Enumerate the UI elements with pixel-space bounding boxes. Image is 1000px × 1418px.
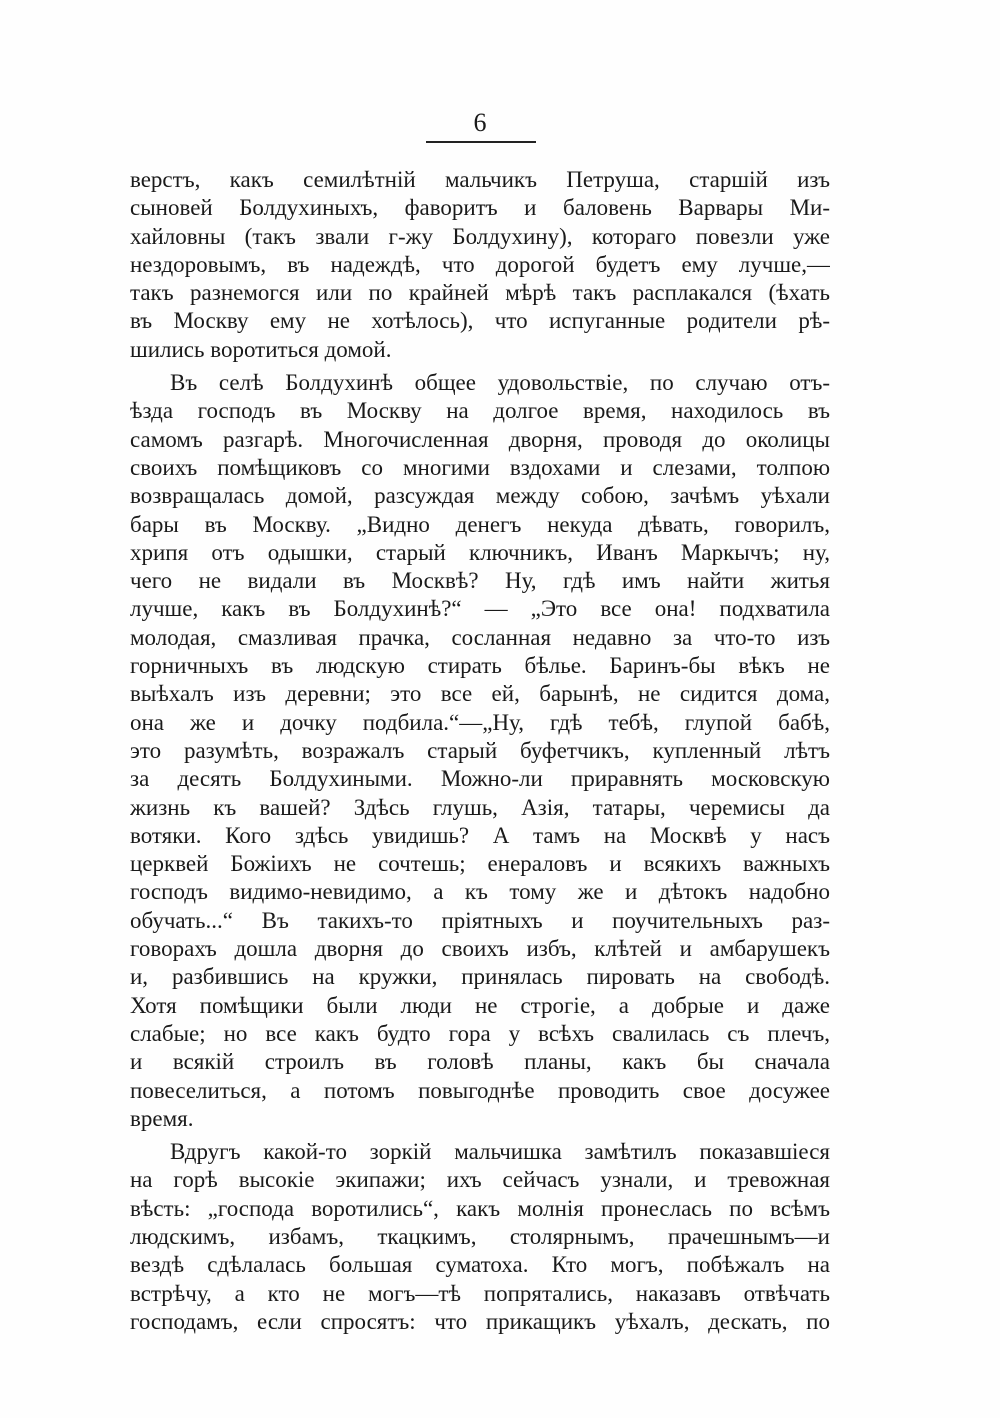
text-line: церквей Божіихъ не сочтешь; енераловъ и всякихъ важныхъ xyxy=(130,851,830,877)
text-line: Въ селѣ Болдухинѣ общее удовольствіе, по случаю отъ- xyxy=(170,370,830,396)
text-line: Хотя помѣщики были люди не строгіе, а добрые и даже xyxy=(130,992,830,1018)
text-line: это разумѣть, возражалъ старый буфетчикъ, купленный лѣтъ xyxy=(130,737,830,763)
text-line: въ Москву ему не хотѣлось), что испуганные родители рѣ- xyxy=(130,308,830,334)
text-line: повеселиться, а потомъ повыгоднѣе проводить свое досужее xyxy=(130,1077,830,1103)
text-line: верстъ, какъ семилѣтній мальчикъ Петруша, старшій изъ xyxy=(130,167,830,192)
text-line: господамъ, если спросятъ: что прикащикъ уѣхалъ, дескать, по xyxy=(130,1308,830,1334)
body-text xyxy=(130,166,830,1336)
text-line: жизнь къ вашей? Здѣсь глушь, Азія, татары, черемисы да xyxy=(130,794,830,820)
text-line: господъ видимо-невидимо, а къ тому же и дѣтокъ надобно xyxy=(130,879,830,905)
text-line: нездоровымъ, въ надеждѣ, что дорогой будетъ ему лучше,— xyxy=(130,251,830,277)
text-line: людскимъ, избамъ, ткацкимъ, столярнымъ, прачешнымъ—и xyxy=(130,1223,830,1249)
text-line: самомъ разгарѣ. Многочисленная дворня, проводя до околицы xyxy=(130,426,830,452)
text-line: слабые; но все какъ будто гора у всѣхъ свалилась съ плечъ, xyxy=(130,1020,830,1046)
text-line: своихъ помѣщиковъ со многими вздохами и слезами, толпою xyxy=(130,454,830,480)
text-line: вотяки. Кого здѣсь увидишь? А тамъ на Москвѣ у насъ xyxy=(130,822,830,848)
text-line: такъ разнемогся или по крайней мѣрѣ такъ расплакался (ѣхать xyxy=(130,280,830,306)
text-line: встрѣчу, а кто не могъ—тѣ попрятались, наказавъ отвѣчать xyxy=(130,1280,830,1306)
text-line: хайловны (такъ звали г-жу Болдухину), котораго повезли уже xyxy=(130,223,830,249)
page-number: 6 xyxy=(473,108,487,137)
text-line: за десять Болдухиными. Можно-ли приравнять московскую xyxy=(130,766,830,792)
text-line: горничныхъ въ людскую стирать бѣлье. Баринъ-бы вѣкъ не xyxy=(130,653,830,679)
text-line: на горѣ высокіе экипажи; ихъ сейчасъ узнали, и тревожная xyxy=(130,1167,830,1193)
text-line: обучать...“ Въ такихъ-то пріятныхъ и поучительныхъ раз- xyxy=(130,907,830,933)
text-line: вѣсть: „господа воротились“, какъ молнія пронеслась по всѣмъ xyxy=(130,1195,830,1221)
text-line: Вдругъ какой-то зоркій мальчишка замѣтилъ показавшіеся xyxy=(170,1139,830,1165)
text-line: она же и дочку подбила.“—„Ну, гдѣ тебѣ, глупой бабѣ, xyxy=(130,709,830,735)
text-line: выѣхалъ изъ деревни; это все ей, барынѣ, не сидится дома, xyxy=(130,681,830,707)
text-line: возвращалась домой, разсуждая между собою, зачѣмъ уѣхали xyxy=(130,483,830,509)
text-line: чего не видали въ Москвѣ? Ну, гдѣ имъ найти житья xyxy=(130,568,830,594)
text-line: время. xyxy=(130,1105,194,1131)
text-line: лучше, какъ въ Болдухинѣ?“ — „Это все она! подхватила xyxy=(130,596,830,622)
text-line: и всякій строилъ въ головѣ планы, какъ бы сначала xyxy=(130,1049,830,1075)
text-line: сыновей Болдухиныхъ, фаворитъ и баловень Варвары Ми- xyxy=(130,195,830,221)
text-line: говорахъ дошла дворня до своихъ избъ, клѣтей и амбарушекъ xyxy=(130,936,830,962)
header-rule xyxy=(426,141,536,143)
text-line: бары въ Москву. „Видно денегъ некуда дѣвать, говорилъ, xyxy=(130,511,830,537)
text-line: и, разбившись на кружки, принялась пировать на свободѣ. xyxy=(130,964,830,990)
text-line: вездѣ сдѣлалась большая суматоха. Кто могъ, побѣжалъ на xyxy=(130,1252,830,1278)
text-line: хрипя отъ одышки, старый ключникъ, Иванъ Маркычъ; ну, xyxy=(130,539,830,565)
text-line: шились воротиться домой. xyxy=(130,336,392,362)
text-line: молодая, смазливая прачка, сосланная недавно за что-то изъ xyxy=(130,624,830,650)
text-line: ѣзда господъ въ Москву на долгое время, находилось въ xyxy=(130,398,830,424)
